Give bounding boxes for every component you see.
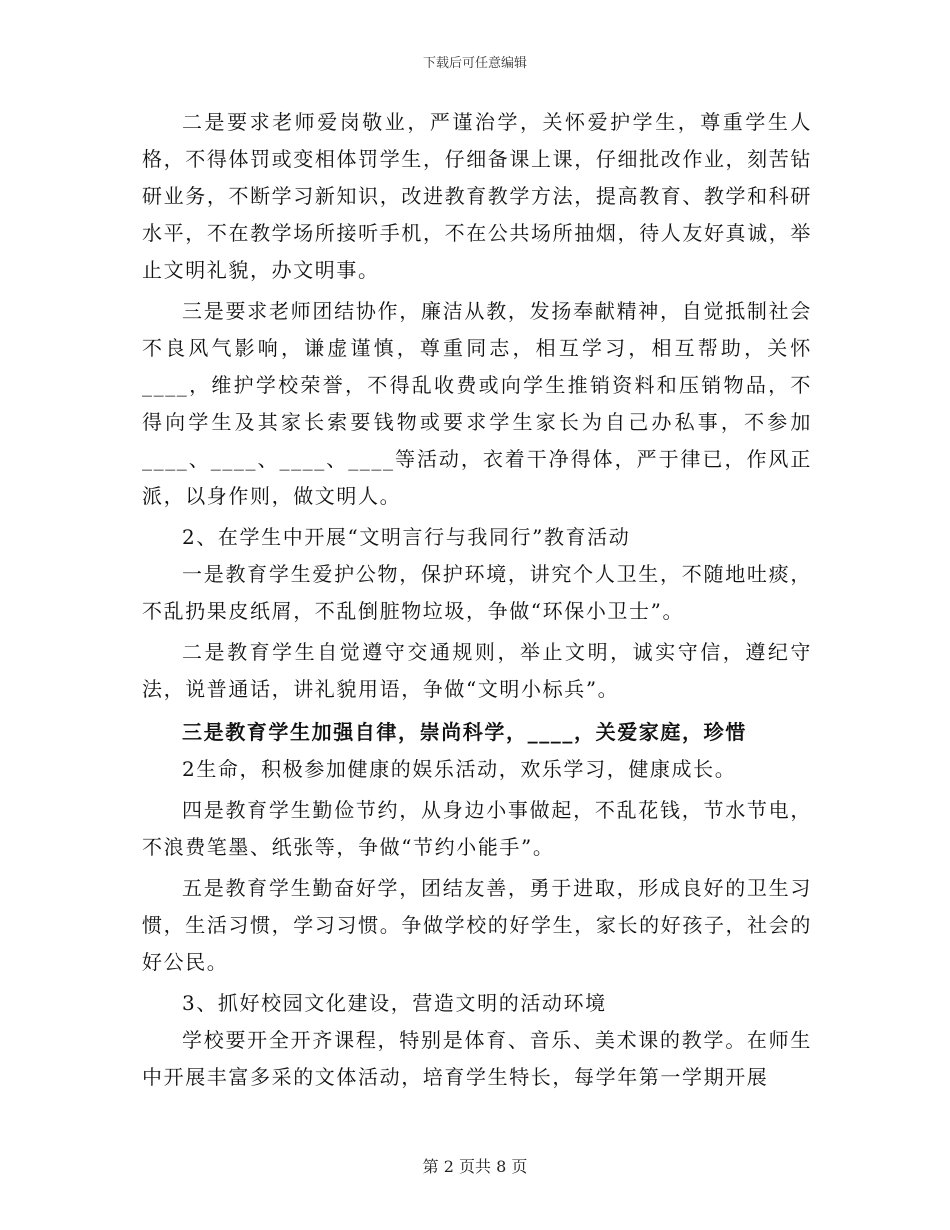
paragraph-student-life: 2生命，积极参加健康的娱乐活动，欢乐学习，健康成长。 <box>182 757 737 781</box>
paragraph-school-courses: 学校要开全开齐课程，特别是体育、音乐、美术课的教学。在师生中开展丰富多采的文体活动，培育学生特长，每学年第一学期开展 <box>142 1028 812 1089</box>
paragraph-student-study: 五是教育学生勤奋好学，团结友善，勇于进取，形成良好的卫生习惯，生活习惯，学习习惯。争做学校的好学生，家长的好孩子，社会的好公民。 <box>142 876 812 974</box>
section-heading-student-activity: 2、在学生中开展“文明言行与我同行”教育活动 <box>182 525 631 549</box>
paragraph-teacher-dedication: 二是要求老师爱岗敬业，严谨治学，关怀爱护学生，尊重学生人格，不得体罚或变相体罚学生，仔细备课上课，仔细批改作业，刻苦钻研业务，不断学习新知识，改进教育教学方法，提高教育、教学和科研水平，不在教学场所接听手机，不在公共场所抽烟，待人友好真诚，举止文明礼貌，办文明事。 <box>142 110 812 282</box>
paragraph-student-thrift: 四是教育学生勤俭节约，从身边小事做起，不乱花钱，节水节电，不浪费笔墨、纸张等，争做“节约小能手”。 <box>142 798 812 859</box>
page-number: 第 2 页共 8 页 <box>422 1157 528 1176</box>
paragraph-student-discipline-bold: 三是教育学生加强自律，崇尚科学，____，关爱家庭，珍惜 <box>182 720 747 744</box>
paragraph-student-traffic: 二是教育学生自觉遵守交通规则，举止文明，诚实守信，遵纪守法，说普通话，讲礼貌用语，争做“文明小标兵”。 <box>142 640 812 701</box>
paragraph-teacher-cooperation: 三是要求老师团结协作，廉洁从教，发扬奉献精神，自觉抵制社会不良风气影响，谦虚谨慎，尊重同志，相互学习，相互帮助，关怀____，维护学校荣誉，不得乱收费或向学生推销资料和压销物品，不得向学生及其家长索要钱物或要求学生家长为自己办私事，不参加____、____、____、____等活动，衣着干净得体，严于律已，作风正派，以身作则，做文明人。 <box>142 299 812 508</box>
document-body <box>142 104 812 1096</box>
section-heading-campus-culture: 3、抓好校园文化建设，营造文明的活动环境 <box>182 991 607 1015</box>
page-header: 下载后可任意编辑 <box>422 56 527 71</box>
paragraph-student-environment: 一是教育学生爱护公物，保护环境，讲究个人卫生，不随地吐痰，不乱扔果皮纸屑，不乱倒脏物垃圾，争做“环保小卫士”。 <box>142 562 812 623</box>
